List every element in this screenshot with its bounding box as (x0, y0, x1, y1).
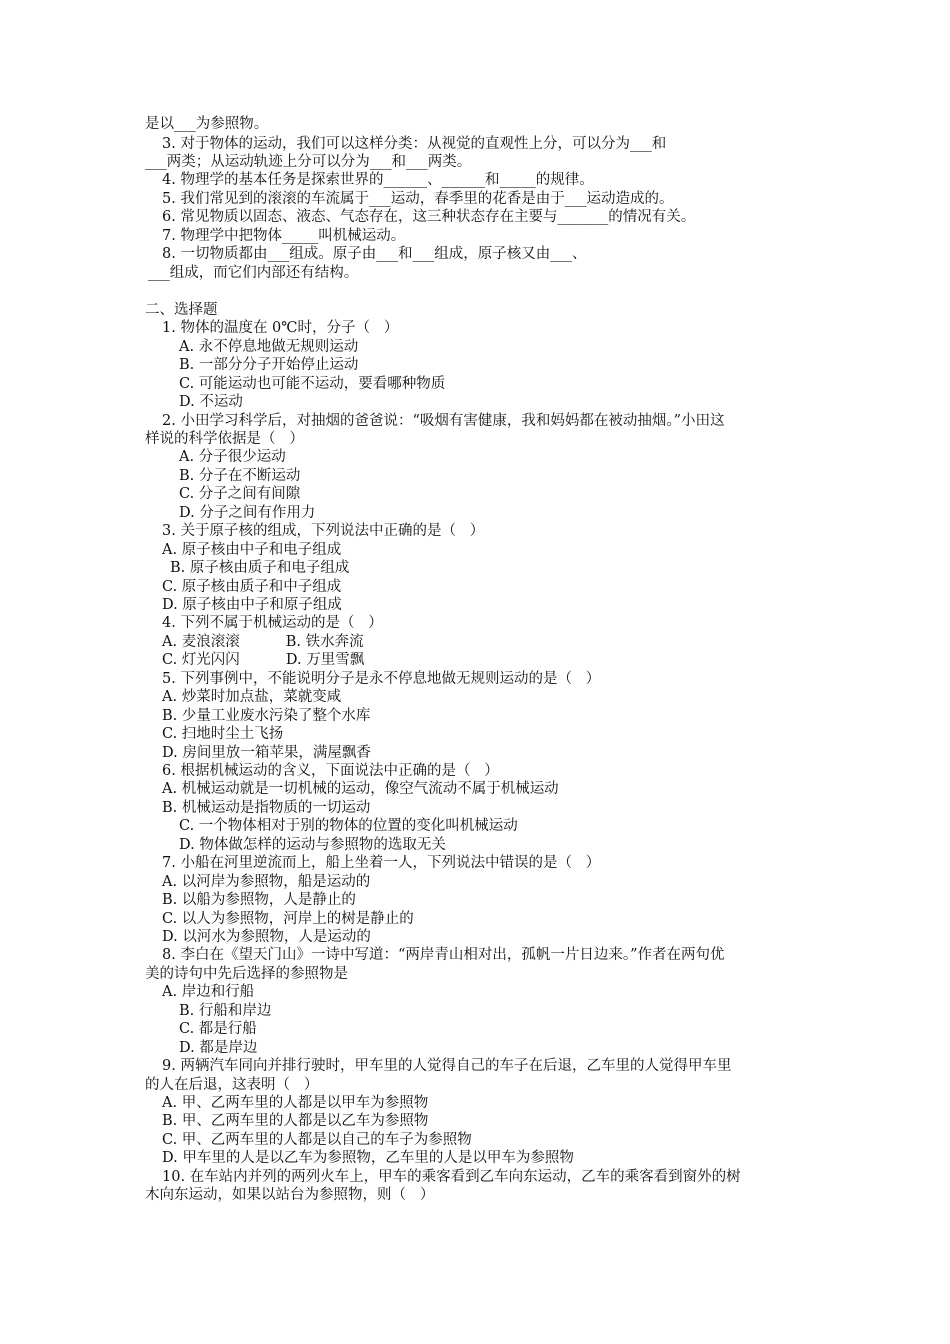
text-line: B. 原子核由质子和电子组成 (170, 560, 350, 576)
text-line: B. 分子在不断运动 (179, 468, 301, 484)
text-line: 3. 关于原子核的组成，下列说法中正确的是（ ） (162, 523, 485, 539)
text-line: C. 都是行船 (179, 1021, 257, 1037)
text-line: C. 甲、乙两车里的人都是以自己的车子为参照物 (162, 1132, 472, 1148)
text-line: 4. 物理学的基本任务是探索世界的______、______和_____的规律。 (162, 172, 594, 188)
text-line: 的人在后退，这表明（ ） (145, 1077, 319, 1093)
text-line: A. 原子核由中子和电子组成 (162, 542, 342, 558)
text-line: C. 分子之间有间隙 (179, 486, 301, 502)
text-line: 8. 李白在《望天门山》一诗中写道：“两岸青山相对出，孤帆一片日边来。”作者在两句优 (162, 947, 725, 963)
text-line: 6. 常见物质以固态、液态、气态存在，这三种状态存在主要与_______的情况有关。 (162, 209, 696, 225)
text-line: A. 麦浪滚滚 B. 铁水奔流 (162, 634, 364, 650)
text-line: D. 物体做怎样的运动与参照物的选取无关 (179, 837, 446, 853)
text-line: 5. 下列事例中，不能说明分子是永不停息地做无规则运动的是（ ） (162, 671, 601, 687)
text-line: 7. 物理学中把物体_____叫机械运动。 (162, 228, 406, 244)
text-line: D. 甲车里的人是以乙车为参照物，乙车里的人是以甲车为参照物 (162, 1150, 574, 1166)
text-line: D. 原子核由中子和原子组成 (162, 597, 342, 613)
text-line: A. 以河岸为参照物，船是运动的 (162, 874, 371, 890)
text-line: 4. 下列不属于机械运动的是（ ） (162, 615, 383, 631)
text-line: B. 甲、乙两车里的人都是以乙车为参照物 (162, 1113, 429, 1129)
text-line: 3. 对于物体的运动，我们可以这样分类：从视觉的直观性上分，可以分为___和 (162, 136, 667, 152)
text-line: B. 一部分分子开始停止运动 (179, 357, 359, 373)
text-line: B. 少量工业废水污染了整个水库 (162, 708, 371, 724)
text-line: 是以___为参照物。 (145, 116, 269, 132)
text-line: ___两类；从运动轨迹上分可以分为___和___两类。 (145, 154, 472, 170)
text-line: B. 行船和岸边 (179, 1003, 272, 1019)
text-line: 9. 两辆汽车同向并排行驶时，甲车里的人觉得自己的车子在后退，乙车里的人觉得甲车里 (162, 1058, 732, 1074)
text-line: 6. 根据机械运动的含义，下面说法中正确的是（ ） (162, 763, 499, 779)
text-line: B. 以船为参照物，人是静止的 (162, 892, 356, 908)
text-line: D. 分子之间有作用力 (179, 505, 316, 521)
text-line: 5. 我们常见到的滚滚的车流属于___运动，春季里的花香是由于___运动造成的。 (162, 191, 674, 207)
text-line: D. 都是岸边 (179, 1040, 258, 1056)
text-line: C. 灯光闪闪 D. 万里雪飘 (162, 652, 365, 668)
text-line: C. 一个物体相对于别的物体的位置的变化叫机械运动 (179, 818, 518, 834)
text-line: C. 可能运动也可能不运动，要看哪种物质 (179, 376, 446, 392)
text-line: ___组成，而它们内部还有结构。 (148, 265, 359, 281)
text-line: A. 分子很少运动 (179, 449, 286, 465)
text-line: A. 甲、乙两车里的人都是以甲车为参照物 (162, 1095, 429, 1111)
text-line: 8. 一切物质都由___组成。原子由___和___组成，原子核又由___、 (162, 246, 587, 262)
text-line: D. 房间里放一箱苹果，满屋飘香 (162, 745, 371, 761)
text-line: 2. 小田学习科学后，对抽烟的爸爸说：“吸烟有害健康，我和妈妈都在被动抽烟。”小田这 (162, 413, 725, 429)
text-line: 10. 在车站内并列的两列火车上，甲车的乘客看到乙车向东运动，乙车的乘客看到窗外的树 (162, 1169, 741, 1185)
text-line: D. 以河水为参照物，人是运动的 (162, 929, 371, 945)
text-line: 木向东运动，如果以站台为参照物，则（ ） (145, 1187, 435, 1203)
text-line: 7. 小船在河里逆流而上，船上坐着一人，下列说法中错误的是（ ） (162, 855, 601, 871)
text-line: 二、选择题 (145, 302, 218, 318)
text-line: C. 以人为参照物，河岸上的树是静止的 (162, 911, 414, 927)
text-line: A. 机械运动就是一切机械的运动，像空气流动不属于机械运动 (162, 781, 559, 797)
text-line: 样说的科学依据是（ ） (145, 431, 304, 447)
text-line: 1. 物体的温度在 0℃时，分子（ ） (162, 320, 399, 336)
text-line: A. 炒菜时加点盐，菜就变咸 (162, 689, 342, 705)
text-line: 美的诗句中先后选择的参照物是 (145, 966, 348, 982)
text-line: D. 不运动 (179, 394, 243, 410)
text-line: B. 机械运动是指物质的一切运动 (162, 800, 371, 816)
text-line: A. 永不停息地做无规则运动 (179, 339, 359, 355)
text-line: C. 原子核由质子和中子组成 (162, 579, 342, 595)
text-line: C. 扫地时尘土飞扬 (162, 726, 284, 742)
text-line: A. 岸边和行船 (162, 984, 255, 1000)
